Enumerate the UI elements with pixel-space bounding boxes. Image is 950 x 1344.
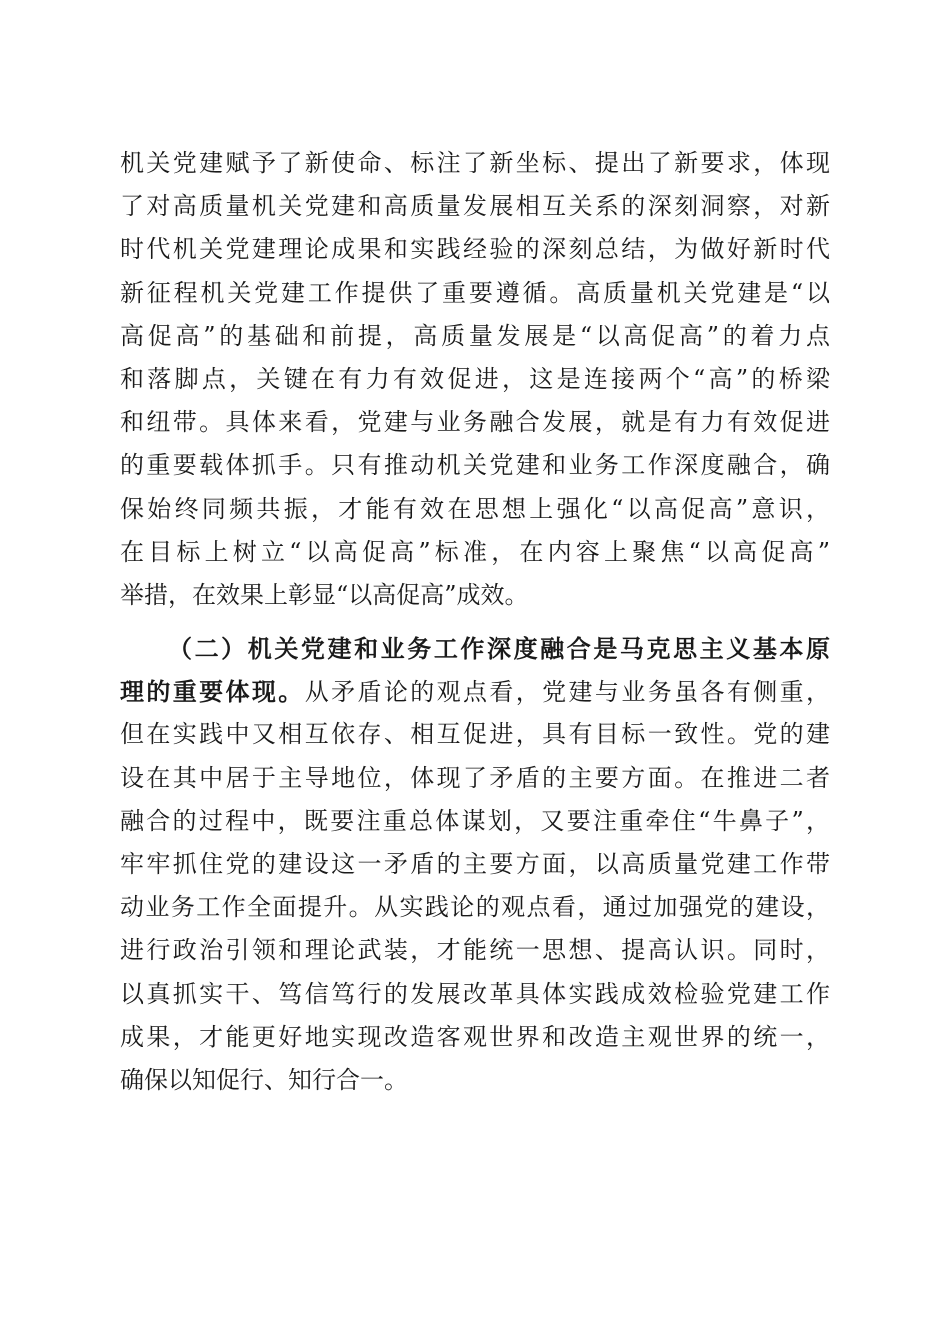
paragraph-line: 成果，才能更好地实现改造客观世界和改造主观世界的统一， <box>120 1022 830 1051</box>
section-heading-end: 理的重要体现。 <box>120 677 305 707</box>
paragraph-1 <box>120 142 830 617</box>
paragraph-line: 机关党建赋予了新使命、标注了新坐标、提出了新要求，体现 <box>120 149 830 177</box>
paragraph-line: 和纽带。具体来看，党建与业务融合发展，就是有力有效促进 <box>120 408 830 437</box>
paragraph-line: 在目标上树立“以高促高”标准，在内容上聚焦“以高促高” <box>120 537 830 566</box>
paragraph-line: 新征程机关党建工作提供了重要遵循。高质量机关党建是“以 <box>120 278 830 307</box>
paragraph-line: 牢牢抓住党的建设这一矛盾的主要方面，以高质量党建工作带 <box>120 849 830 878</box>
paragraph-line: 动业务工作全面提升。从实践论的观点看，通过加强党的建设， <box>120 893 830 922</box>
paragraph-2 <box>120 627 830 1102</box>
paragraph-line: 融合的过程中，既要注重总体谋划，又要注重牵住“牛鼻子”， <box>120 806 830 835</box>
paragraph-line: 进行政治引领和理论武装，才能统一思想、提高认识。同时， <box>120 936 830 965</box>
paragraph-line: 的重要载体抓手。只有推动机关党建和业务工作深度融合，确 <box>120 451 830 480</box>
paragraph-line: 保始终同频共振，才能有效在思想上强化“以高促高”意识， <box>120 494 830 523</box>
paragraph-line <box>120 670 830 713</box>
paragraph-line-continuation: 举措，在效果上彰显“以高促高”成效。 <box>120 580 529 609</box>
paragraph-line: 时代机关党建理论成果和实践经验的深刻总结，为做好新时代 <box>120 235 830 264</box>
paragraph-line: 设在其中居于主导地位，体现了矛盾的主要方面。在推进二者 <box>120 763 830 792</box>
paragraph-line: 确保以知促行、知行合一。 <box>120 1065 408 1094</box>
paragraph-line: 了对高质量机关党建和高质量发展相互关系的深刻洞察，对新 <box>120 192 830 221</box>
paragraph-line: 和落脚点，关键在有力有效促进，这是连接两个“高”的桥梁 <box>120 364 830 393</box>
paragraph-line: 以真抓实干、笃信笃行的发展改革具体实践成效检验党建工作 <box>120 979 830 1008</box>
paragraph-line-text: 从矛盾论的观点看，党建与业务虽各有侧重， <box>304 678 830 707</box>
paragraph-line: 但在实践中又相互依存、相互促进，具有目标一致性。党的建 <box>120 720 830 749</box>
paragraph-line: 高促高”的基础和前提，高质量发展是“以高促高”的着力点 <box>120 321 830 350</box>
section-heading: （二）机关党建和业务工作深度融合是马克思主义基本原 <box>168 634 830 663</box>
